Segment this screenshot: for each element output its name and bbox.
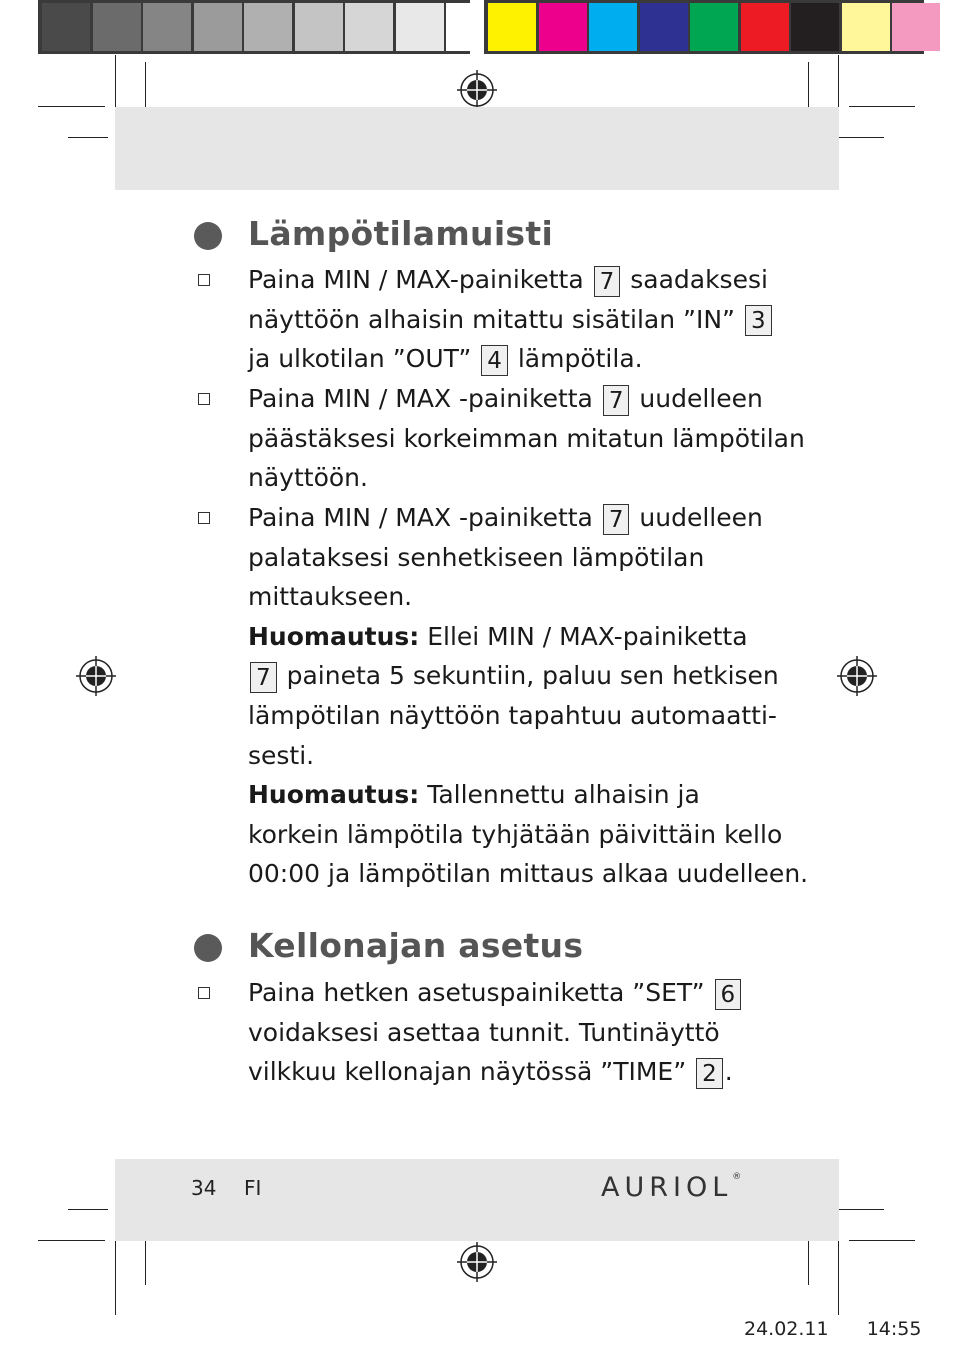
gray-swatch: [194, 3, 242, 51]
section-bullet-icon: [194, 934, 222, 962]
text-line: [248, 419, 805, 459]
list-bullet-icon: [198, 512, 210, 524]
gray-swatch: [396, 3, 444, 51]
text-line: [248, 339, 768, 379]
text-line: [248, 379, 768, 419]
part-reference-number: 7: [250, 662, 277, 693]
part-reference-number: 7: [594, 266, 621, 297]
part-reference-number: 6: [715, 979, 742, 1010]
list-item: [248, 260, 768, 379]
color-swatch: [741, 3, 789, 51]
gray-swatch: [345, 3, 393, 51]
list-bullet-icon: [198, 393, 210, 405]
text-run: ja ulkotilan ”OUT”: [248, 344, 480, 374]
text-line: [248, 815, 783, 855]
color-swatch: [892, 3, 940, 51]
text-line: [248, 498, 768, 538]
text-run: lämpötila.: [509, 344, 643, 374]
text-line: [248, 538, 768, 578]
text-run: palataksesi senhetkiseen lämpötilan: [248, 542, 705, 572]
registration-mark-right-icon: [837, 656, 877, 696]
text-line: [248, 775, 768, 815]
note-label: Huomautus:: [248, 621, 420, 651]
gray-swatch: [295, 3, 343, 51]
text-run: sesti.: [248, 740, 315, 770]
text-run: paineta 5 sekuntiin, paluu sen hetkisen: [278, 661, 779, 691]
print-date: 24.02.11: [744, 1318, 829, 1340]
section-heading-temperature-memory: Lämpötilamuisti: [248, 214, 554, 253]
registration-mark-top-icon: [457, 70, 497, 110]
text-line: [248, 736, 768, 776]
text-line: [248, 656, 779, 696]
color-swatch: [842, 3, 890, 51]
text-run: vilkkuu kellonajan näytössä ”TIME”: [248, 1057, 695, 1087]
part-reference-number: 3: [745, 305, 772, 336]
text-run: uudelleen: [631, 503, 763, 532]
text-run: näyttöön alhaisin mitattu sisätilan ”IN”: [248, 304, 743, 334]
text-run: voidaksesi asettaa tunnit. Tuntinäyttö: [248, 1017, 720, 1047]
text-line: [248, 854, 809, 894]
gray-swatch: [42, 3, 90, 51]
text-run: korkein lämpötila tyhjätään päivittäin kello: [248, 819, 783, 849]
text-run: Paina hetken asetuspainiketta ”SET”: [248, 978, 713, 1007]
part-reference-number: 2: [696, 1058, 723, 1089]
text-line: [248, 696, 777, 736]
text-line: [248, 973, 768, 1013]
text-line: [248, 300, 768, 340]
text-run: 00:00 ja lämpötilan mittaus alkaa uudelleen.: [248, 859, 809, 889]
text-run: Tallennettu alhaisin ja: [419, 780, 700, 810]
header-band: [115, 107, 839, 190]
brand-logo: [601, 1172, 741, 1203]
list-item: [248, 498, 809, 894]
brand-registered-mark: ®: [732, 1172, 742, 1182]
part-reference-number: 7: [603, 385, 630, 416]
text-line: [248, 577, 768, 617]
gray-swatch: [244, 3, 292, 51]
registration-mark-left-icon: [76, 656, 116, 696]
text-line: [248, 617, 768, 657]
color-swatch: [791, 3, 839, 51]
text-line: [248, 1052, 768, 1092]
color-swatch: [488, 3, 536, 51]
print-timestamp: [744, 1318, 921, 1340]
text-run: Paina MIN / MAX -painiketta: [248, 384, 601, 413]
list-bullet-icon: [198, 987, 210, 999]
text-line: [248, 260, 768, 300]
part-reference-number: 7: [603, 504, 630, 535]
text-line: [248, 458, 768, 498]
color-swatch: [640, 3, 688, 51]
note-label: Huomautus:: [248, 780, 420, 810]
color-swatch: [690, 3, 738, 51]
text-run: Paina MIN / MAX -painiketta: [248, 503, 601, 532]
text-run: näyttöön.: [248, 463, 368, 493]
brand-name: AURIOL: [601, 1172, 733, 1203]
list-item: [248, 379, 805, 498]
gray-swatch: [143, 3, 191, 51]
print-time: 14:55: [866, 1318, 922, 1340]
color-swatch: [589, 3, 637, 51]
color-swatch: [539, 3, 587, 51]
text-run: .: [724, 1057, 733, 1087]
list-item: [248, 973, 768, 1092]
registration-mark-bottom-icon: [457, 1242, 497, 1282]
language-code: FI: [244, 1176, 262, 1200]
text-run: Ellei MIN / MAX-painiketta: [419, 621, 748, 651]
text-run: mittaukseen.: [248, 582, 413, 612]
gray-swatch: [93, 3, 141, 51]
text-line: [248, 1013, 768, 1053]
text-run: lämpötilan näyttöön tapahtuu automaatti-: [248, 700, 777, 730]
text-run: päästäksesi korkeimman mitatun lämpötilan: [248, 423, 805, 453]
list-bullet-icon: [198, 274, 210, 286]
text-run: uudelleen: [631, 384, 763, 413]
text-run: saadaksesi: [622, 265, 768, 294]
text-run: Paina MIN / MAX-painiketta: [248, 265, 592, 294]
section-heading-clock-setting: Kellonajan asetus: [248, 926, 584, 965]
page-number: 34: [191, 1176, 217, 1200]
section-bullet-icon: [194, 222, 222, 250]
part-reference-number: 4: [481, 345, 508, 376]
